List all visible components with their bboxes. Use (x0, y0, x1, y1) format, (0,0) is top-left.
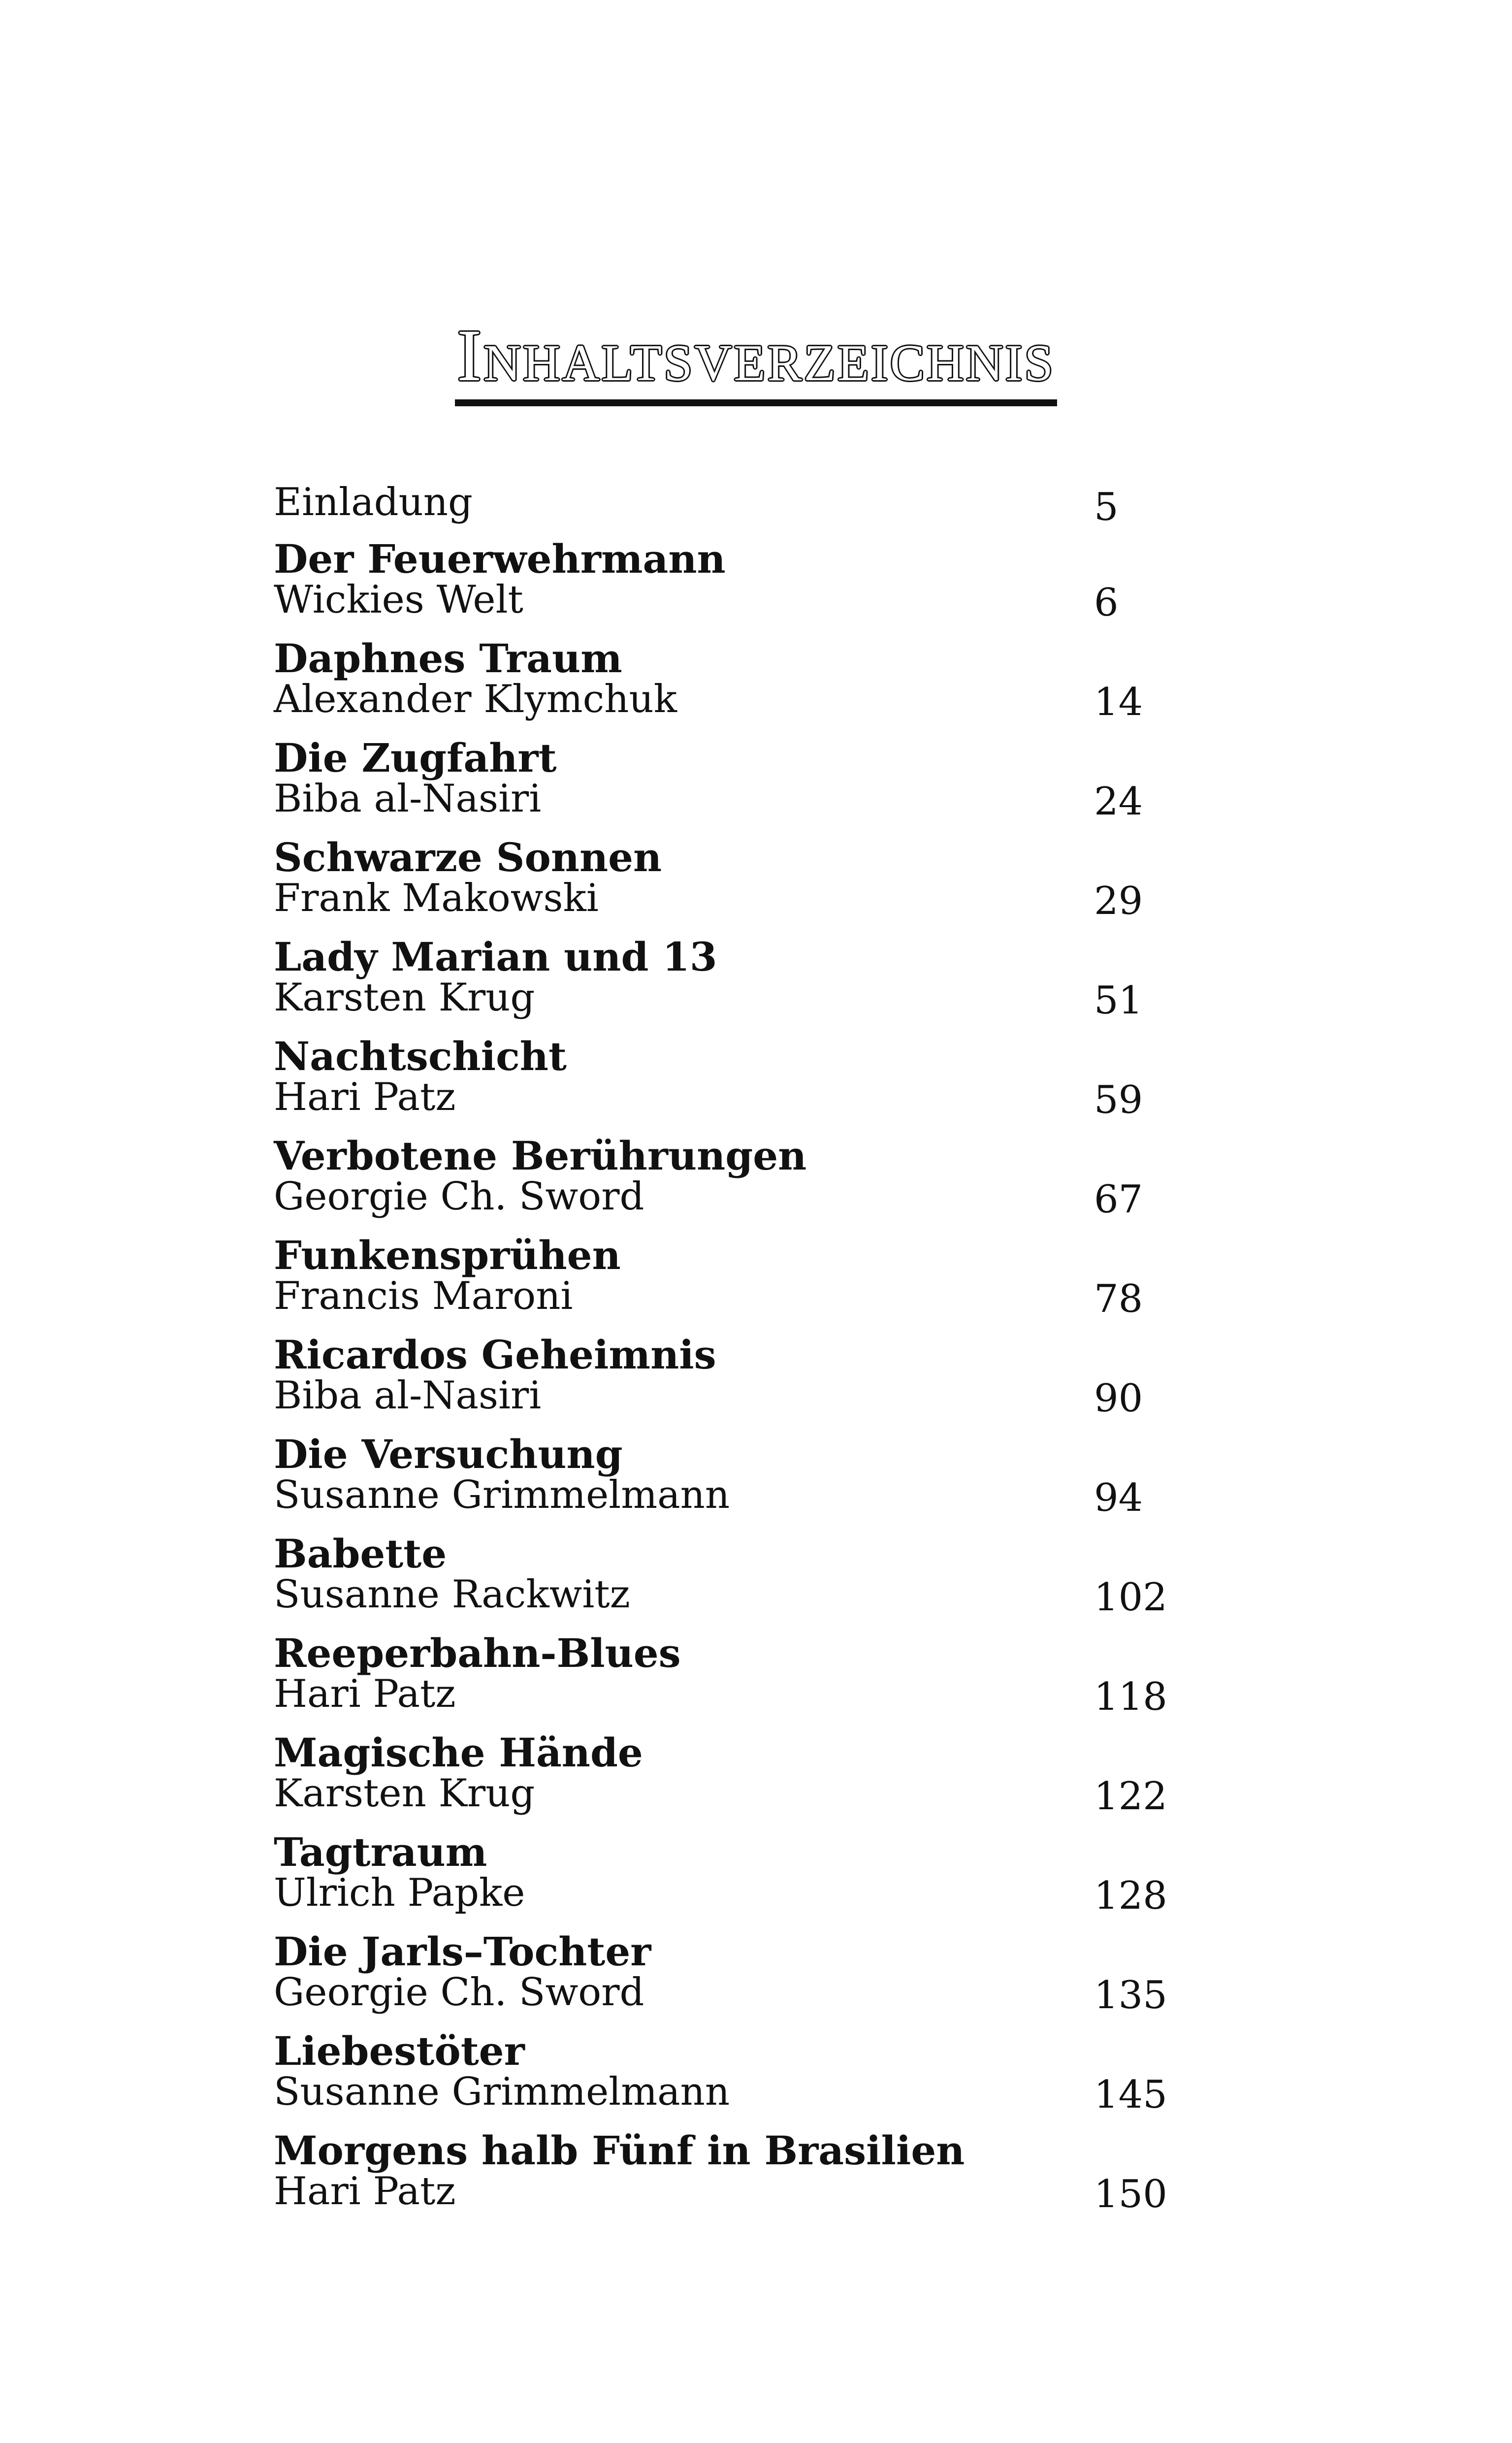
toc-entry-title: Funkensprühen (274, 1232, 621, 1278)
toc-entry (274, 1928, 1167, 2018)
table-of-contents (274, 480, 1209, 2229)
toc-entry-title: Die Jarls–Tochter (274, 1928, 651, 1975)
toc-entry-title: Lady Marian und 13 (274, 934, 717, 980)
page-title-text: Inhaltsverzeichnis (455, 315, 1057, 406)
toc-entry-author: Hari Patz (274, 1075, 456, 1119)
toc-entry (274, 1033, 1160, 1122)
toc-entry (274, 1133, 1160, 1222)
toc-entry (274, 1829, 1167, 1918)
toc-entry-author: Hari Patz (274, 2169, 456, 2214)
toc-entry-page: 118 (1094, 1675, 1167, 1719)
toc-entry (274, 834, 1160, 923)
toc-entry-title: Tagtraum (274, 1829, 487, 1875)
toc-entry-page: 102 (1094, 1575, 1167, 1620)
toc-entry-title: Reeperbahn-Blues (274, 1630, 681, 1676)
toc-entry-author: Francis Maroni (274, 1274, 573, 1318)
toc-entry-title: Morgens halb Fünf in Brasilien (274, 2127, 965, 2174)
toc-entry (274, 2127, 1167, 2216)
toc-entry-page: 14 (1094, 680, 1143, 724)
toc-entry-title: Schwarze Sonnen (274, 834, 662, 880)
toc-entry-intro (274, 480, 1160, 529)
toc-entry (274, 1531, 1167, 1620)
page-title (0, 315, 1512, 406)
toc-entry-author: Susanne Grimmelmann (274, 1473, 730, 1517)
toc-entry-title: Einladung (274, 480, 473, 524)
toc-entry (274, 1332, 1160, 1421)
toc-entry (274, 1232, 1160, 1321)
toc-entry-title: Verbotene Berührungen (274, 1133, 807, 1179)
toc-entry (274, 934, 1160, 1023)
toc-entry-title: Babette (274, 1531, 447, 1577)
toc-entry-page: 24 (1094, 780, 1143, 824)
toc-entry-title: Ricardos Geheimnis (274, 1332, 716, 1378)
toc-entry-page: 51 (1094, 978, 1143, 1023)
toc-entry-author: Karsten Krug (274, 1771, 535, 1816)
toc-entry-page: 135 (1094, 1973, 1167, 2018)
toc-entry-page: 122 (1094, 1774, 1167, 1819)
toc-entry-author: Georgie Ch. Sword (274, 1970, 644, 2015)
toc-entry-page: 78 (1094, 1277, 1143, 1321)
toc-entry-page: 94 (1094, 1476, 1143, 1520)
toc-entry-author: Karsten Krug (274, 976, 535, 1020)
toc-entry-page: 67 (1094, 1177, 1143, 1222)
toc-entry-page: 29 (1094, 879, 1143, 923)
toc-entry-author: Frank Makowski (274, 876, 599, 920)
toc-entry-title: Die Versuchung (274, 1431, 623, 1477)
toc-entry (274, 1729, 1167, 1819)
toc-entry-author: Biba al-Nasiri (274, 1373, 542, 1418)
toc-entry-page: 128 (1094, 1874, 1167, 1918)
toc-entry-page: 145 (1094, 2073, 1167, 2117)
toc-entry-author: Wickies Welt (274, 578, 523, 622)
toc-entry-title: Daphnes Traum (274, 635, 622, 682)
toc-entry-page: 59 (1094, 1078, 1143, 1122)
toc-entry-author: Ulrich Papke (274, 1871, 525, 1915)
toc-entry (274, 1431, 1160, 1520)
toc-entry-page: 150 (1094, 2172, 1167, 2216)
toc-entry-page: 6 (1094, 581, 1119, 625)
toc-entry (274, 635, 1160, 724)
toc-entry (274, 2028, 1167, 2117)
toc-entry-title: Magische Hände (274, 1729, 643, 1776)
toc-entry-author: Biba al-Nasiri (274, 777, 542, 821)
toc-entry (274, 1630, 1167, 1719)
toc-entry-title: Liebestöter (274, 2028, 525, 2074)
toc-entry-page: 90 (1094, 1376, 1143, 1421)
toc-entry (274, 735, 1160, 824)
toc-entry-author: Hari Patz (274, 1672, 456, 1716)
toc-entry-author: Susanne Rackwitz (274, 1572, 630, 1617)
toc-entry-title: Die Zugfahrt (274, 735, 557, 781)
toc-entry-author: Susanne Grimmelmann (274, 2070, 730, 2114)
toc-entry-author: Georgie Ch. Sword (274, 1174, 644, 1219)
toc-entry-title: Nachtschicht (274, 1033, 567, 1079)
toc-entry-author: Alexander Klymchuk (274, 677, 677, 721)
toc-entry-title: Der Feuerwehrmann (274, 536, 726, 582)
toc-entry (274, 536, 1160, 625)
toc-entry-page: 5 (1094, 485, 1119, 529)
